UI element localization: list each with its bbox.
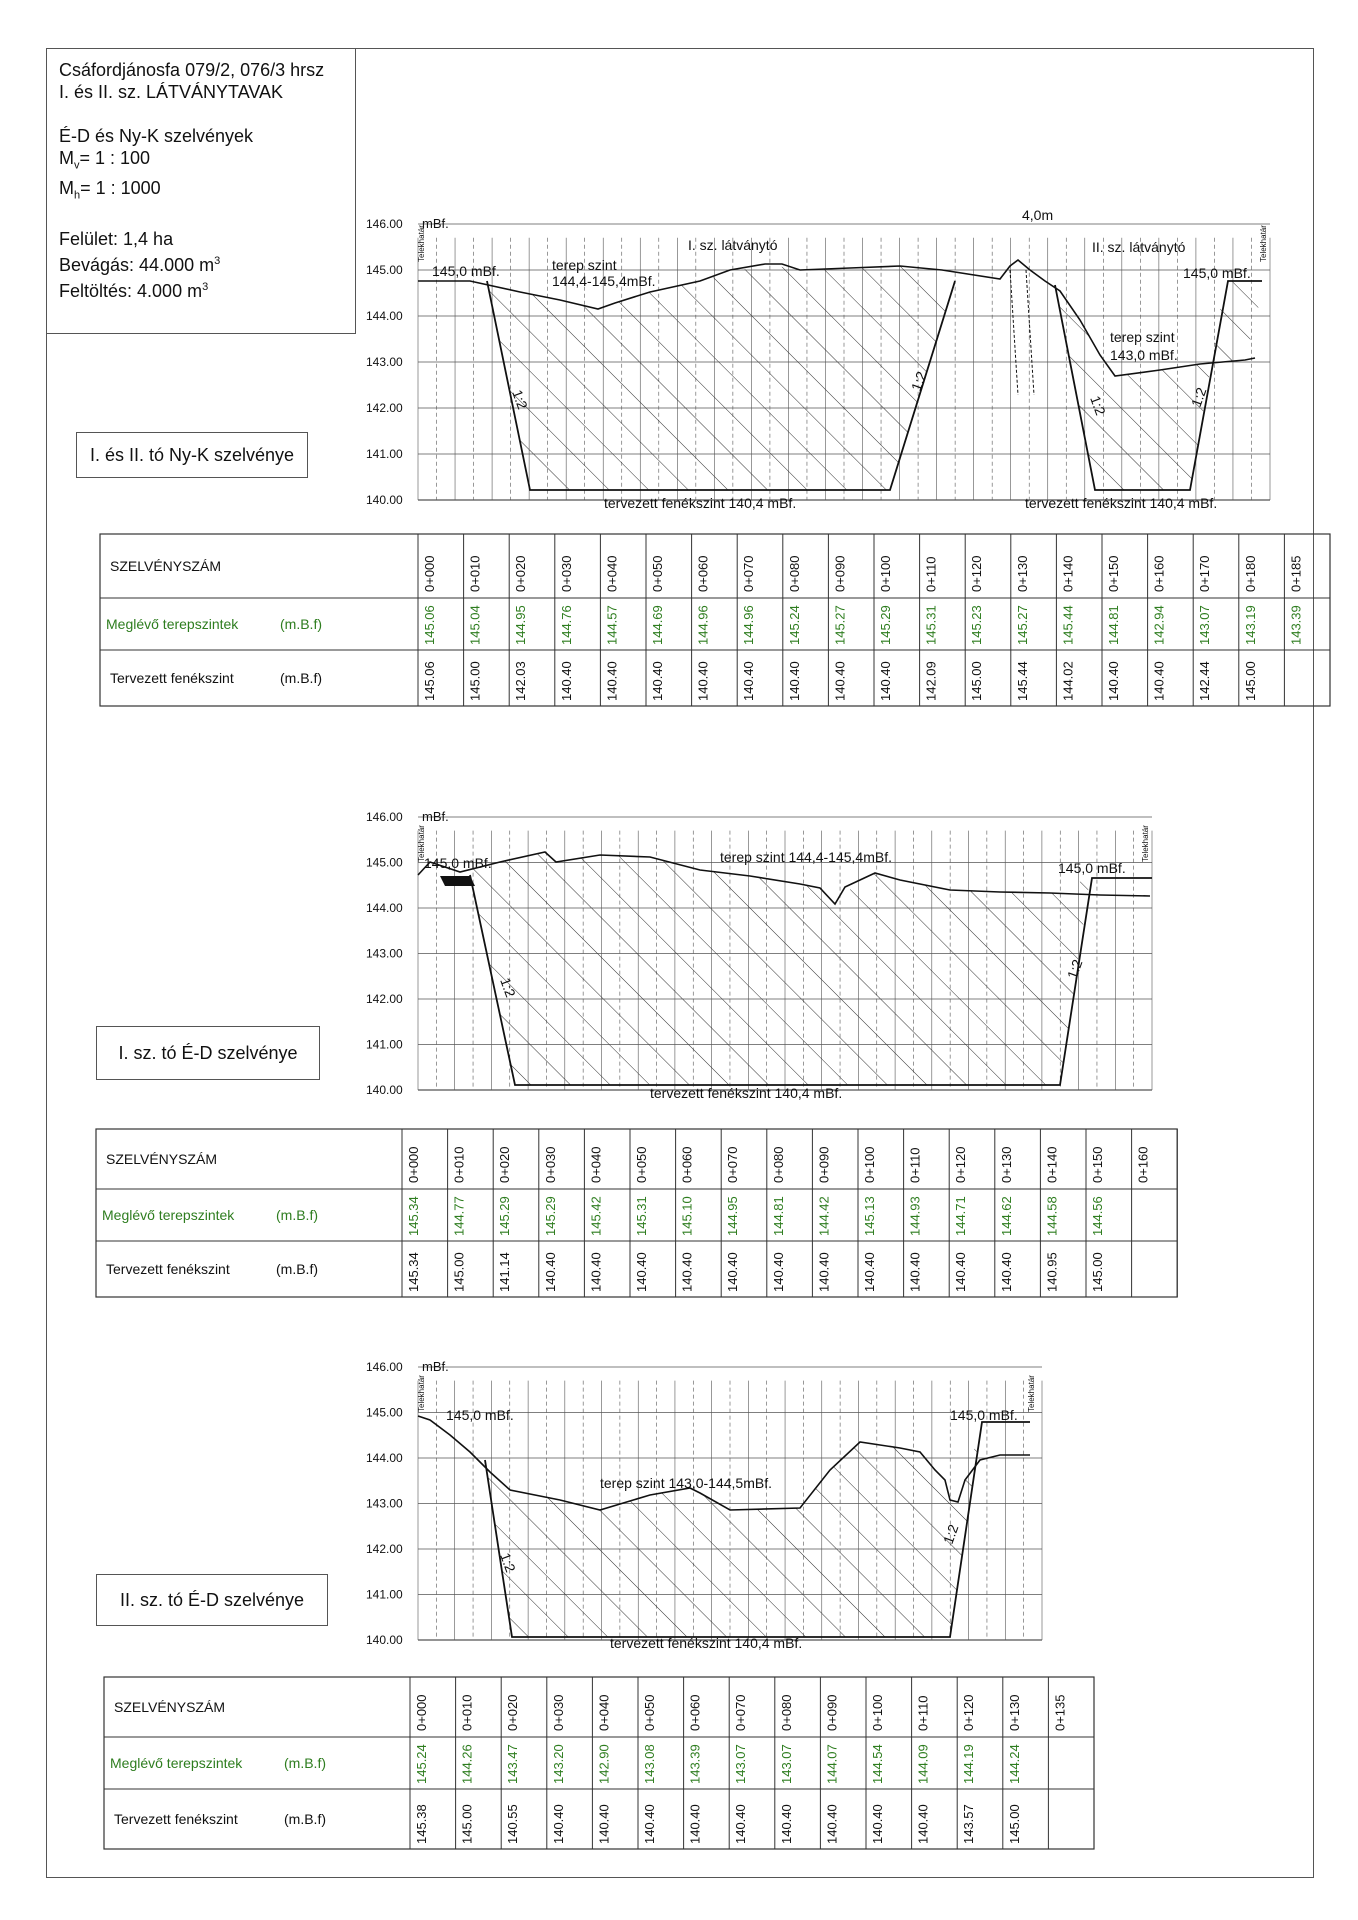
existing-level-value: 144.76 (558, 605, 574, 645)
existing-level-value: 144.19 (961, 1744, 977, 1784)
table-row-label-existing: Meglévő terepszintek (102, 1207, 235, 1223)
designed-level-value: 144.02 (1060, 661, 1076, 701)
designed-level-value: 145.00 (451, 1252, 467, 1292)
existing-level-value: 145.29 (542, 1196, 558, 1236)
profile-annotation: 145,0 mBf. (432, 263, 500, 279)
station-number: 0+060 (687, 1694, 703, 1731)
station-number: 0+120 (953, 1146, 969, 1183)
y-tick-label: 144.00 (366, 1451, 403, 1465)
boundary-label: Telekhatár (1027, 1375, 1036, 1412)
y-tick-label: 146.00 (366, 217, 403, 231)
table-row-label-existing: Meglévő terepszintek (106, 616, 239, 632)
y-tick-label: 144.00 (366, 309, 403, 323)
existing-level-value: 145.31 (634, 1196, 649, 1236)
station-number: 0+185 (1288, 555, 1304, 592)
station-number: 0+180 (1242, 555, 1258, 592)
table-row-label-designed: Tervezett fenékszint (114, 1811, 238, 1827)
y-tick-label: 140.00 (366, 1083, 403, 1097)
section-1-table (100, 534, 1330, 706)
cut-hatch-area (1055, 281, 1260, 490)
existing-level-value: 143.08 (642, 1744, 657, 1784)
profile-annotation: 1:2 (1187, 385, 1210, 410)
station-number: 0+090 (816, 1146, 832, 1183)
existing-level-value: 143.39 (1288, 605, 1304, 645)
station-number: 0+080 (778, 1694, 794, 1731)
project-subtitle: I. és II. sz. LÁTVÁNYTAVAK (59, 82, 284, 102)
table-unit-designed: (m.B.f) (284, 1811, 326, 1827)
designed-level-value: 145.00 (969, 661, 985, 701)
designed-level-value: 145.00 (1006, 1804, 1022, 1844)
y-tick-label: 140.00 (366, 1633, 403, 1647)
designed-level-value: 140.40 (786, 661, 802, 701)
station-number: 0+070 (733, 1694, 749, 1731)
section-1-profile (366, 207, 1270, 511)
profile-annotation: 1:2 (509, 387, 531, 412)
designed-level-value: 145.00 (1090, 1252, 1105, 1292)
table-unit-designed: (m.B.f) (280, 670, 322, 686)
designed-level-value: 140.40 (695, 661, 711, 701)
station-number: 0+100 (870, 1694, 885, 1731)
existing-level-value: 144.57 (604, 605, 620, 645)
station-number: 0+030 (550, 1694, 566, 1731)
existing-level-value: 144.93 (907, 1196, 923, 1236)
station-number: 0+020 (497, 1146, 513, 1183)
station-number: 0+040 (596, 1694, 612, 1731)
station-number: 0+135 (1052, 1694, 1068, 1731)
y-tick-label: 142.00 (366, 1542, 403, 1556)
section-3-table (104, 1677, 1094, 1849)
profile-annotation: 145,0 mBf. (1183, 265, 1251, 281)
designed-level-value: 143.57 (961, 1804, 977, 1844)
profile-annotation: II. sz. látványtó (1092, 239, 1186, 255)
station-number: 0+100 (862, 1146, 877, 1183)
y-tick-label: 145.00 (366, 855, 403, 870)
y-tick-label: 146.00 (366, 810, 403, 824)
fill-volume: Feltöltés: 4.000 $m^3$ (59, 281, 209, 302)
designed-level-value: 140.95 (1044, 1252, 1060, 1292)
station-number: 0+050 (634, 1146, 649, 1183)
profile-annotation: terep szint (1110, 329, 1175, 345)
designed-level-value: 140.40 (741, 661, 757, 701)
designed-level-value: 140.40 (650, 661, 665, 701)
existing-level-value: 144.69 (650, 605, 665, 645)
station-number: 0+170 (1197, 555, 1213, 592)
existing-level-value: 145.13 (862, 1196, 877, 1236)
table-row-label-designed: Tervezett fenékszint (110, 670, 234, 686)
existing-level-value: 144.95 (513, 605, 529, 645)
designed-level-value: 140.40 (588, 1252, 604, 1292)
y-tick-label: 145.00 (366, 263, 403, 277)
section-3-label: II. sz. tó É-D szelvénye (96, 1574, 328, 1626)
profile-annotation: 1:2 (497, 975, 519, 1000)
profile-annotation: terep szint (552, 257, 617, 273)
station-number: 0+160 (1151, 555, 1167, 592)
profile-annotation: 145,0 mBf. (1058, 860, 1126, 876)
designed-level-value: 145.00 (467, 661, 483, 701)
profile-annotation: terep szint 143,0-144,5mBf. (600, 1475, 772, 1491)
existing-level-value: 144.42 (816, 1196, 832, 1236)
station-number: 0+140 (1060, 555, 1076, 592)
existing-level-value: 144.62 (998, 1196, 1014, 1236)
table-row-label-existing: Meglévő terepszintek (110, 1755, 243, 1771)
fill-area-mark (440, 876, 475, 886)
station-number: 0+060 (695, 555, 711, 592)
existing-level-value: 145.27 (832, 605, 848, 645)
profile-annotation: 1:2 (1087, 393, 1109, 418)
surface-area: Felület: 1,4 ha (59, 229, 174, 250)
existing-level-value: 145.24 (786, 605, 802, 645)
scale-vertical: $M_v= 1$ : 100 (59, 148, 151, 172)
y-tick-label: 143.00 (366, 355, 403, 369)
designed-level-value: 140.40 (770, 1252, 786, 1292)
designed-level-value: 140.40 (596, 1804, 612, 1844)
existing-level-value: 143.07 (778, 1744, 794, 1784)
sections-caption: É-D és Ny-K szelvények (59, 126, 254, 146)
existing-level-value: 144.77 (451, 1196, 467, 1236)
boundary-label: Telekhatár (1141, 825, 1150, 862)
existing-level-value: 143.20 (550, 1744, 566, 1784)
designed-level-value: 142.44 (1197, 661, 1213, 701)
y-tick-label: 143.00 (366, 946, 403, 961)
cut-hatch-area (485, 1430, 980, 1637)
station-number: 0+070 (741, 555, 757, 592)
designed-level-value: 140.40 (998, 1252, 1014, 1292)
y-tick-label: 141.00 (366, 447, 403, 461)
profile-annotation: 4,0m (1022, 207, 1054, 223)
section-2-table (96, 1129, 1177, 1297)
existing-level-value: 143.07 (1197, 605, 1213, 645)
designed-level-value: 140.40 (733, 1804, 749, 1844)
reference-line (1026, 270, 1034, 395)
existing-level-value: 142.94 (1151, 605, 1167, 645)
profile-annotation: 1:2 (907, 369, 930, 394)
profile-annotation: 1:2 (497, 1550, 519, 1575)
table-header-label: SZELVÉNYSZÁM (106, 1151, 217, 1167)
existing-level-value: 145.31 (923, 605, 939, 645)
station-number: 0+080 (770, 1146, 786, 1183)
profile-annotation: 144,4-145,4mBf. (552, 273, 656, 289)
cut-hatch-area (487, 264, 955, 490)
section-1-label: I. és II. tó Ny-K szelvénye (76, 432, 308, 478)
designed-level-value: 145.00 (459, 1804, 475, 1844)
existing-level-value: 145.34 (406, 1196, 421, 1236)
station-number: 0+110 (907, 1147, 923, 1183)
existing-level-value: 144.81 (1106, 605, 1121, 645)
station-number: 0+080 (786, 555, 802, 592)
designed-level-value: 140.40 (558, 661, 574, 701)
designed-level-value: 140.40 (687, 1804, 703, 1844)
designed-level-value: 140.40 (832, 661, 848, 701)
station-number: 0+010 (459, 1694, 475, 1731)
station-number: 0+070 (725, 1146, 741, 1183)
boundary-label: Telekhatár (417, 825, 426, 862)
existing-level-value: 144.58 (1044, 1196, 1060, 1236)
profile-annotation: 145,0 mBf. (446, 1407, 514, 1423)
existing-level-value: 145.24 (414, 1744, 429, 1784)
designed-level-value: 140.40 (642, 1804, 657, 1844)
station-number: 0+140 (1044, 1146, 1060, 1183)
designed-level-value: 145.44 (1014, 661, 1030, 701)
table-unit-existing: (m.B.f) (276, 1207, 318, 1223)
station-number: 0+090 (824, 1694, 840, 1731)
y-unit-label: mBf. (422, 216, 449, 231)
boundary-label: Telekhatár (417, 1375, 426, 1412)
designed-level-value: 140.40 (816, 1252, 832, 1292)
y-unit-label: mBf. (422, 1359, 449, 1374)
designed-level-value: 140.40 (634, 1252, 649, 1292)
designed-level-value: 142.03 (513, 661, 529, 701)
station-number: 0+040 (588, 1146, 604, 1183)
designed-level-value: 140.40 (604, 661, 620, 701)
existing-level-value: 145.23 (969, 605, 985, 645)
existing-level-value: 143.07 (733, 1744, 749, 1784)
scale-horizontal: $M_h= 1$ : 1000 (59, 177, 161, 202)
existing-level-value: 144.95 (725, 1196, 741, 1236)
station-number: 0+030 (542, 1146, 558, 1183)
station-number: 0+050 (650, 555, 665, 592)
station-number: 0+000 (422, 555, 437, 592)
profile-annotation: I. sz. látványtó (688, 237, 778, 253)
profile-annotation: 145,0 mBf. (424, 855, 492, 871)
designed-level-value: 145.34 (406, 1252, 421, 1292)
profile-annotation: 1:2 (1063, 957, 1086, 982)
designed-level-value: 140.40 (1151, 661, 1167, 701)
existing-level-value: 145.42 (588, 1196, 604, 1236)
designed-level-value: 140.40 (953, 1252, 969, 1292)
station-number: 0+060 (679, 1146, 695, 1183)
station-number: 0+040 (604, 555, 620, 592)
station-number: 0+030 (558, 555, 574, 592)
existing-level-value: 143.47 (505, 1744, 521, 1784)
existing-level-value: 145.44 (1060, 605, 1076, 645)
designed-level-value: 140.40 (542, 1252, 558, 1292)
y-tick-label: 146.00 (366, 1360, 403, 1374)
existing-level-value: 144.81 (770, 1196, 786, 1236)
y-tick-label: 141.00 (366, 1037, 403, 1052)
existing-level-value: 145.10 (679, 1196, 695, 1236)
section-2-profile (366, 809, 1152, 1101)
designed-level-value: 145.38 (414, 1804, 429, 1844)
existing-level-value: 144.54 (870, 1744, 885, 1784)
existing-level-value: 144.24 (1006, 1744, 1022, 1784)
station-number: 0+150 (1106, 555, 1121, 592)
existing-level-value: 144.09 (915, 1744, 931, 1784)
existing-level-value: 144.96 (741, 605, 757, 645)
existing-level-value: 143.19 (1242, 605, 1258, 645)
station-number: 0+090 (832, 555, 848, 592)
boundary-label: Telekhatár (417, 225, 426, 262)
existing-level-value: 144.07 (824, 1744, 840, 1784)
reference-line (1010, 270, 1018, 395)
table-header-label: SZELVÉNYSZÁM (110, 558, 221, 574)
table-unit-existing: (m.B.f) (284, 1755, 326, 1771)
table-header-label: SZELVÉNYSZÁM (114, 1699, 225, 1715)
designed-level-value: 140.40 (915, 1804, 931, 1844)
station-number: 0+010 (467, 555, 483, 592)
station-number: 0+130 (998, 1146, 1014, 1183)
designed-level-value: 140.40 (862, 1252, 877, 1292)
profile-annotation: 145,0 mBf. (950, 1407, 1018, 1423)
station-number: 0+110 (915, 1695, 931, 1731)
profile-annotation: 1:2 (939, 1522, 962, 1547)
table-unit-existing: (m.B.f) (280, 616, 322, 632)
designed-level-value: 140.40 (824, 1804, 840, 1844)
existing-level-value: 144.56 (1090, 1196, 1105, 1236)
y-tick-label: 144.00 (366, 901, 403, 915)
profile-annotation: tervezett fenékszint 140,4 mBf. (610, 1635, 803, 1651)
cut-volume: Bevágás: 44.000 $m^3$ (59, 255, 221, 276)
designed-level-value: 140.40 (679, 1252, 695, 1292)
existing-level-value: 144.26 (459, 1744, 475, 1784)
table-unit-designed: (m.B.f) (276, 1261, 318, 1277)
profile-annotation: tervezett fenékszint 140,4 mBf. (604, 495, 797, 511)
station-number: 0+110 (923, 556, 939, 592)
section-2-label: I. sz. tó É-D szelvénye (96, 1026, 320, 1080)
boundary-label: Telekhatár (1259, 225, 1268, 262)
existing-level-value: 144.96 (695, 605, 711, 645)
station-number: 0+050 (642, 1694, 657, 1731)
designed-level-value: 140.40 (907, 1252, 923, 1292)
y-tick-label: 143.00 (366, 1496, 403, 1511)
project-title: Csáfordjánosfa 079/2, 076/3 hrsz (59, 60, 325, 80)
existing-level-value: 144.71 (953, 1196, 969, 1236)
existing-level-value: 143.39 (687, 1744, 703, 1784)
designed-level-value: 140.40 (550, 1804, 566, 1844)
y-unit-label: mBf. (422, 809, 449, 824)
station-number: 0+120 (969, 555, 985, 592)
section-3-profile (366, 1359, 1042, 1651)
existing-level-value: 145.29 (878, 605, 893, 645)
profile-annotation: tervezett fenékszint 140,4 mBf. (650, 1085, 843, 1101)
existing-level-value: 142.90 (596, 1744, 612, 1784)
cut-hatch-area (460, 852, 1090, 1085)
station-number: 0+130 (1014, 555, 1030, 592)
y-tick-label: 140.00 (366, 493, 403, 507)
designed-level-value: 140.55 (505, 1804, 521, 1844)
station-number: 0+120 (961, 1694, 977, 1731)
designed-level-value: 140.40 (878, 661, 893, 701)
station-number: 0+000 (414, 1694, 429, 1731)
station-number: 0+010 (451, 1146, 467, 1183)
designed-level-value: 145.00 (1242, 661, 1258, 701)
station-number: 0+000 (406, 1146, 421, 1183)
station-number: 0+020 (513, 555, 529, 592)
designed-level-value: 140.40 (1106, 661, 1121, 701)
designed-level-value: 145.06 (422, 661, 437, 701)
designed-level-value: 140.40 (778, 1804, 794, 1844)
designed-level-value: 141.14 (497, 1252, 513, 1292)
profile-annotation: terep szint 144,4-145,4mBf. (720, 849, 892, 865)
station-number: 0+020 (505, 1694, 521, 1731)
profile-annotation: tervezett fenékszint 140,4 mBf. (1025, 495, 1218, 511)
table-row-label-designed: Tervezett fenékszint (106, 1261, 230, 1277)
existing-level-value: 145.04 (467, 605, 483, 645)
designed-level-value: 142.09 (923, 661, 939, 701)
y-tick-label: 142.00 (366, 992, 403, 1006)
station-number: 0+150 (1090, 1146, 1105, 1183)
profile-annotation: 143,0 mBf. (1110, 347, 1178, 363)
station-number: 0+130 (1006, 1694, 1022, 1731)
y-tick-label: 145.00 (366, 1405, 403, 1420)
designed-level-value: 140.40 (870, 1804, 885, 1844)
existing-level-value: 145.27 (1014, 605, 1030, 645)
existing-level-value: 145.06 (422, 605, 437, 645)
designed-level-value: 140.40 (725, 1252, 741, 1292)
existing-level-value: 145.29 (497, 1196, 513, 1236)
y-tick-label: 142.00 (366, 401, 403, 415)
y-tick-label: 141.00 (366, 1587, 403, 1602)
station-number: 0+100 (878, 555, 893, 592)
station-number: 0+160 (1135, 1146, 1151, 1183)
